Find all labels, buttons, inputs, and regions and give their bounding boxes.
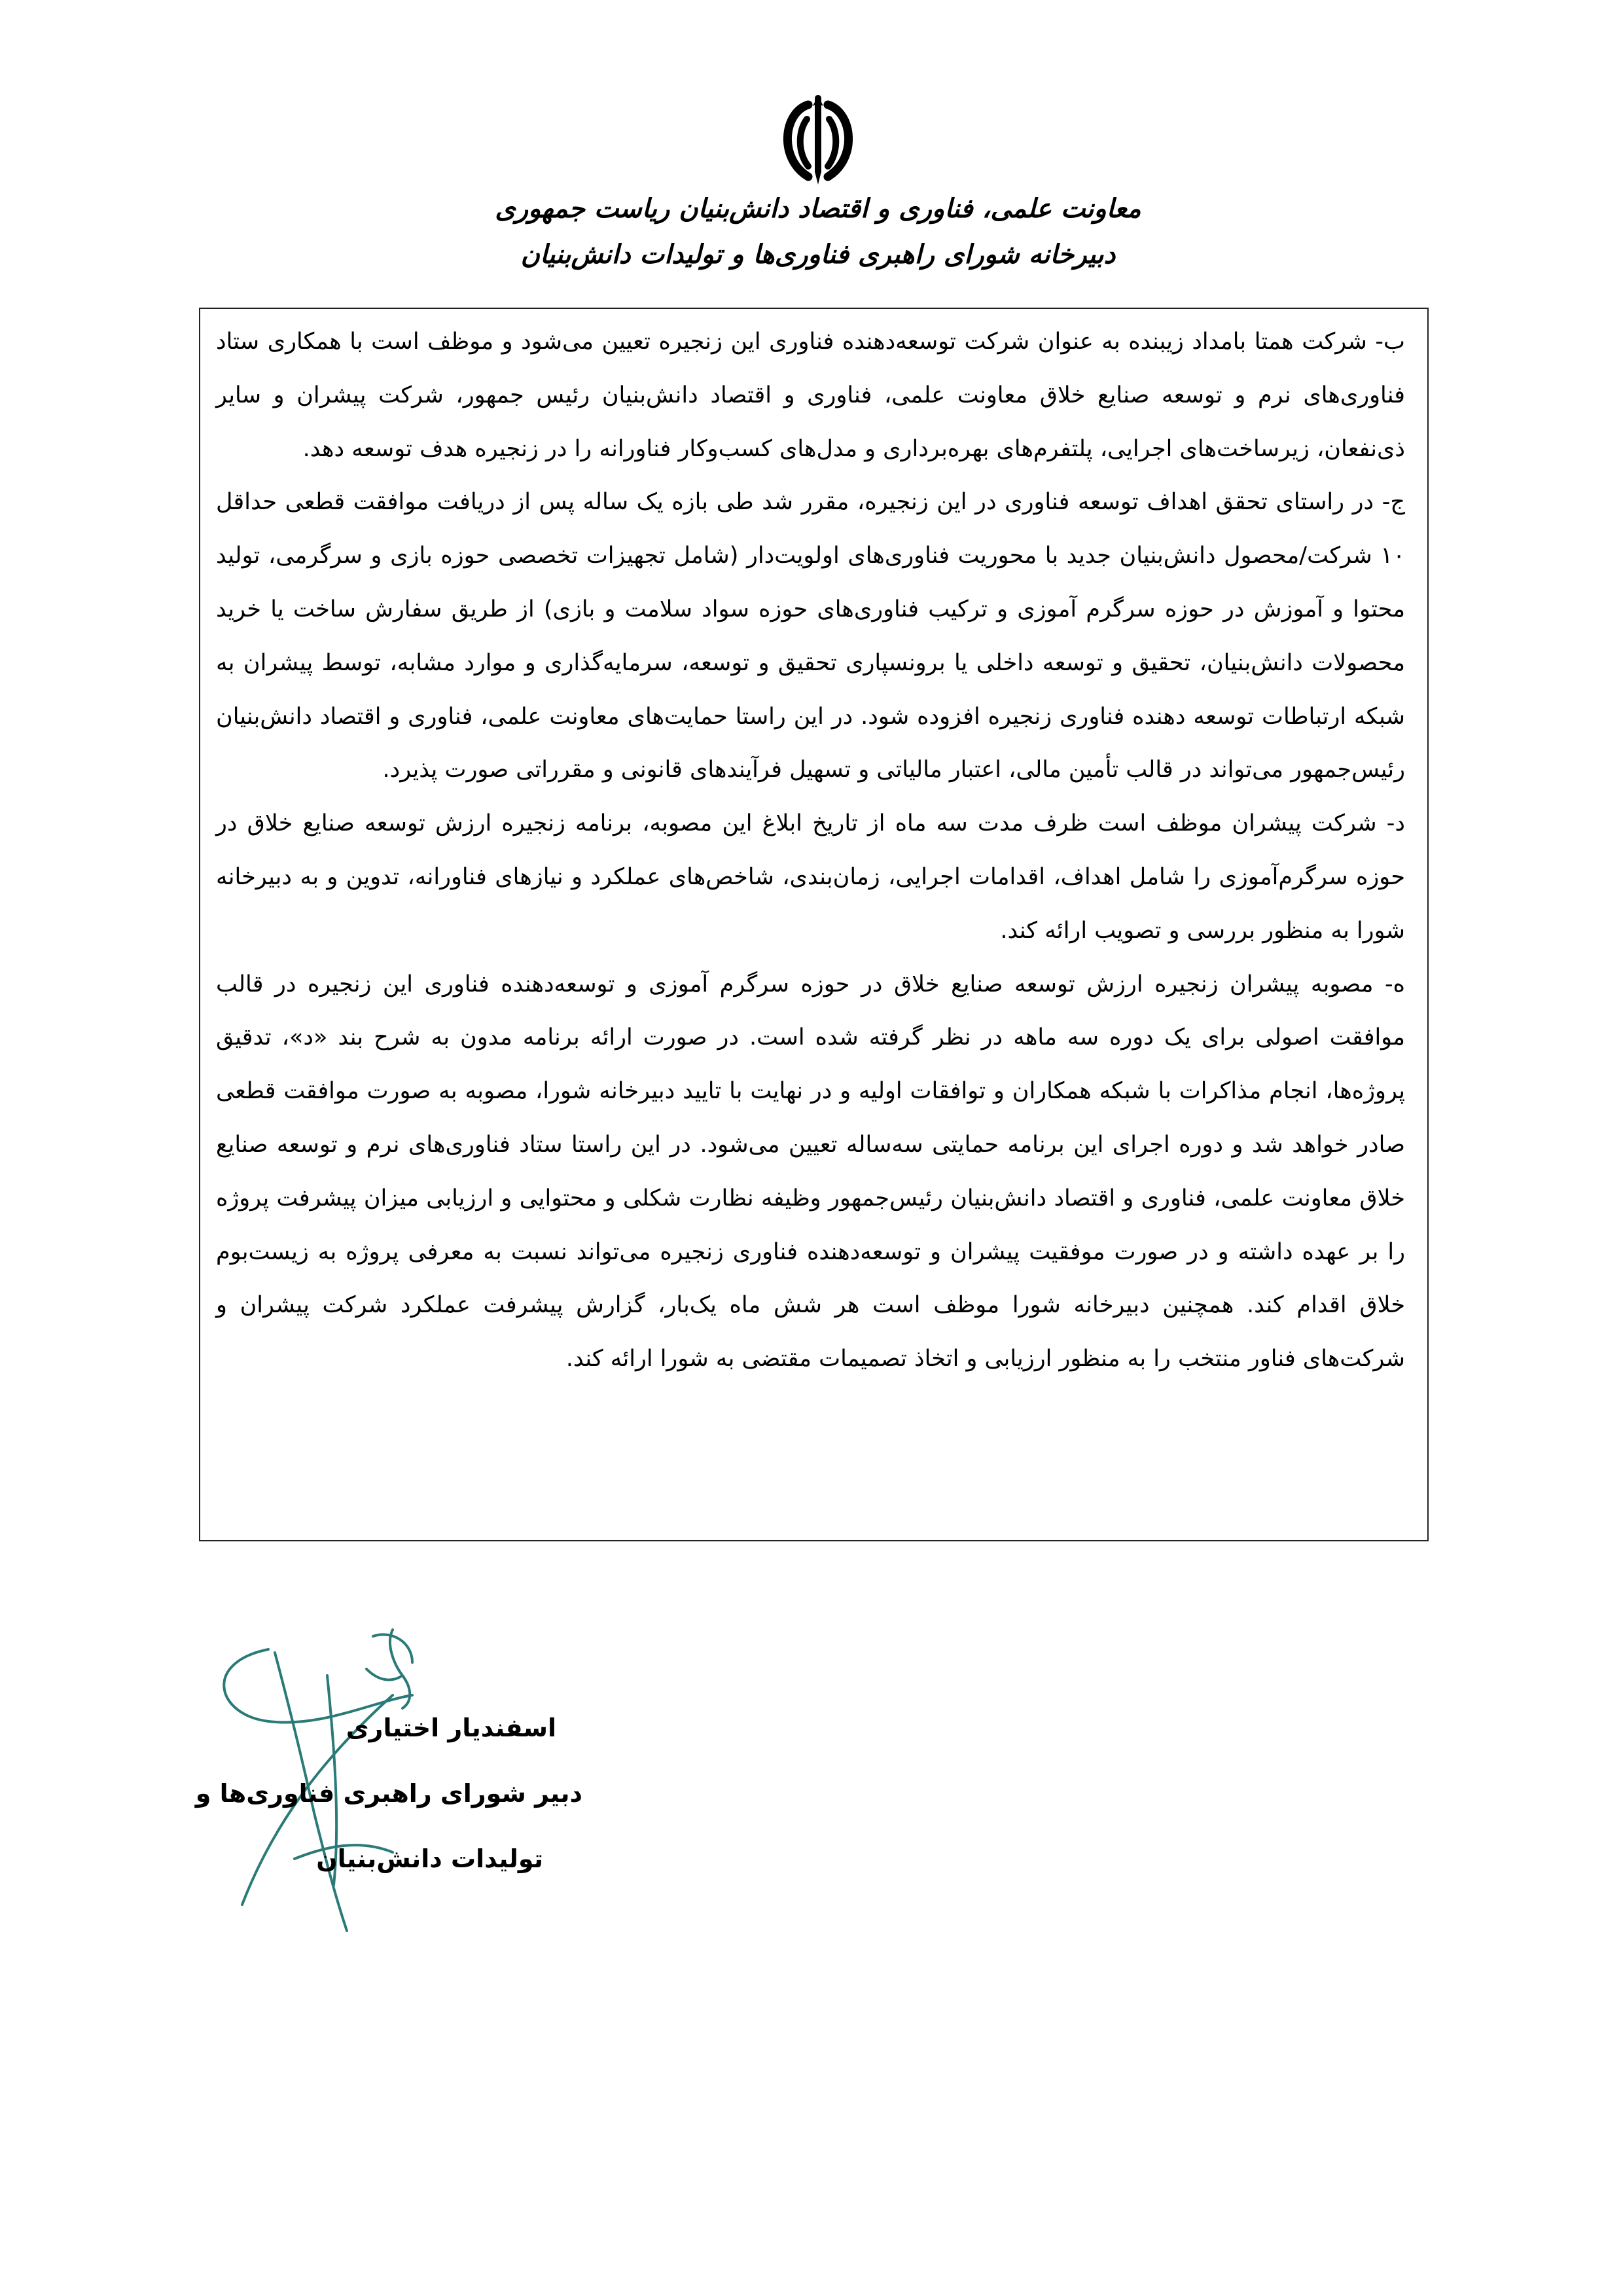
letterhead — [0, 79, 1623, 295]
resolution-text-box — [199, 308, 1429, 1541]
signatory-name: اسفندیار اختیاری — [346, 1713, 556, 1742]
paragraph-h: ه- مصوبه پیشران زنجیره ارزش توسعه صنایع خلاق در حوزه سرگرم آموزی و توسعه‌دهنده فناوری این زنجیره در قالب موافقت اصولی برای یک دوره سه ماهه در نظر گرفته شده است. در صورت ارائه برنامه مدون به شرح بند «د»، تدقیق پروژه‌ها، انجام مذاکرات با شبکه همکاران و توافقات اولیه و در نهایت با تایید دبیرخانه شورا، مصوبه به صورت موافقت قطعی صادر خواهد شد و دوره اجرای این برنامه حمایتی سه‌ساله تعیین می‌شود. در این راستا ستاد فناوری‌های نرم و توسعه صنایع خلاق معاونت علمی، فناوری و اقتصاد دانش‌بنیان رئیس‌جمهور وظیفه نظارت شکلی و محتوایی و ارزیابی میزان پیشرفت پروژه را بر عهده داشته و در صورت موفقیت پیشران و توسعه‌دهنده فناوری زنجیره می‌تواند نسبت به معرفی پروژه به زیست‌بوم خلاق اقدام کند. همچنین دبیرخانه شورا موظف است هر شش ماه یک‌بار، گزارش پیشرفت عملکرد شرکت پیشران و شرکت‌های فناور منتخب را به منظور ارزیابی و اتخاذ تصمیمات مقتضی به شورا ارائه کند. — [216, 971, 1405, 1372]
org-name-line-2: دبیرخانه شورای راهبری فناوری‌ها و تولیدات دانش‌بنیان — [520, 239, 1116, 270]
signatory-title-line-1: دبیر شورای راهبری فناوری‌ها و — [195, 1779, 582, 1808]
paragraph-j: ج- در راستای تحقق اهداف توسعه فناوری در این زنجیره، مقرر شد طی بازه یک ساله پس از دریافت موافقت قطعی حداقل ۱۰ شرکت/محصول دانش‌بنیان جدید با محوریت فناوری‌های اولویت‌دار (شامل تجهیزات تخصصی حوزه بازی و سرگرمی، تولید محتوا و آموزش در حوزه سرگرم آموزی و ترکیب فناوری‌های حوزه سواد سلامت و بازی) از طریق سفارش ساخت یا خرید محصولات دانش‌بنیان، تحقیق و توسعه داخلی یا برونسپاری تحقیق و توسعه، سرمایه‌گذاری و موارد مشابه، توسط پیشران به شبکه ارتباطات توسعه دهنده فناوری زنجیره افزوده شود. در این راستا حمایت‌های معاونت علمی، فناوری و اقتصاد دانش‌بنیان رئیس‌جمهور می‌تواند در قالب تأمین مالی، اعتبار مالیاتی و تسهیل فرآیندهای قانونی و مقرراتی صورت پذیرد. — [216, 489, 1405, 783]
paragraph-d: د- شرکت پیشران موظف است ظرف مدت سه ماه از تاریخ ابلاغ این مصوبه، برنامه زنجیره ارزش توسعه صنایع خلاق در حوزه سرگرم‌آموزی را شامل اهداف، اقدامات اجرایی، زمان‌بندی، شاخص‌های عملکرد و نیازهای فناورانه، تدوین و به دبیرخانه شورا به منظور بررسی و تصویب ارائه کند. — [216, 810, 1405, 944]
signatory-title-line-2: تولیدات دانش‌بنیان — [316, 1844, 543, 1873]
paragraph-b: ب- شرکت همتا بامداد زیبنده به عنوان شرکت توسعه‌دهنده فناوری این زنجیره تعیین می‌شود و موظف است با همکاری ستاد فناوری‌های نرم و توسعه صنایع خلاق معاونت علمی، فناوری و اقتصاد دانش‌بنیان رئیس جمهور، شرکت پیشران و سایر ذی‌نفعان، زیرساخت‌های اجرایی، پلتفرم‌های بهره‌برداری و مدل‌های کسب‌وکار فناورانه را در زنجیره هدف توسعه دهد. — [216, 329, 1405, 462]
org-name-line-1: معاونت علمی، فناوری و اقتصاد دانش‌بنیان ریاست جمهوری — [495, 193, 1141, 224]
iran-emblem-icon — [769, 93, 867, 191]
signature-block — [177, 1623, 582, 1964]
